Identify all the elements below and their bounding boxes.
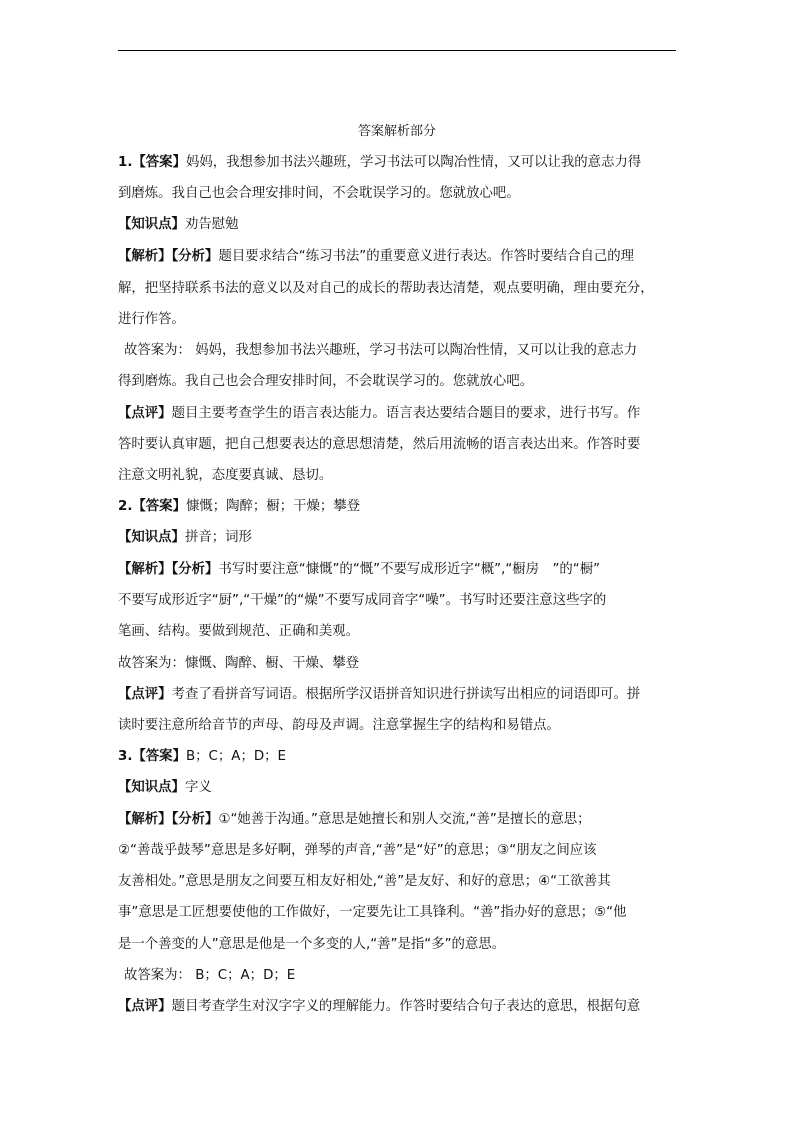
header-rule	[118, 50, 676, 51]
q3-analysis-line-1	[118, 811, 678, 829]
q1-analysis-line-3: 进行作答。	[118, 312, 185, 327]
q1-answer-line-2: 到磨炼。我自己也会合理安排时间，不会耽误学习的。您就放心吧。	[118, 186, 520, 201]
q3-analysis-line-4: 事”意思是工匠想要使他的工作做好，一定要先让工具锋利。“善”指办好的意思；⑤“他	[118, 905, 627, 920]
page-title: 答案解析部分	[357, 124, 436, 139]
q1-analysis-line-1	[118, 248, 678, 266]
q3-comment-tag: 【点评】	[118, 999, 172, 1014]
q3-kp-tag: 【知识点】	[118, 780, 185, 795]
q2-knowledge-point	[118, 529, 678, 547]
q2-answer-text: 慷慨；陶醉；橱；干燥；攀登	[185, 499, 361, 514]
q2-final-line: 故答案为：慷慨、陶醉、橱、干燥、攀登	[118, 656, 360, 671]
q2-kp-tag: 【知识点】	[118, 530, 185, 545]
q2-comment-line-2: 读时要注意所给音节的声母、韵母及声调。注意掌握生字的结构和易错点。	[118, 718, 560, 733]
q3-analysis-text: ①“她善于沟通。”意思是她擅长和别人交流,“善”是擅长的意思；	[218, 812, 591, 827]
q2-analysis-text: 书写时要注意“慷慨”的“慨”不要写成形近字“概”,“橱房 ”的“橱”	[218, 562, 601, 577]
q3-knowledge-point	[118, 779, 678, 797]
q3-analysis-line-3: 友善相处。”意思是朋友之间要互相友好相处,“善”是友好、和好的意思；④“工欲善其	[118, 874, 611, 889]
q1-comment-line-2: 答时要认真审题，把自己想要表达的意思想清楚，然后用流畅的语言表达出来。作答时要	[118, 437, 641, 452]
q2-analysis-tag: 【解析】【分析】	[118, 562, 219, 577]
q2-comment-text: 考查了看拼音写词语。根据所学汉语拼音知识进行拼读写出相应的词语即可。拼	[171, 687, 641, 702]
q1-knowledge-point	[118, 216, 678, 234]
q1-final-line-2: 得到磨炼。我自己也会合理安排时间，不会耽误学习的。您就放心吧。	[118, 374, 534, 389]
q1-kp-text: 劝告慰勉	[184, 217, 239, 232]
q1-comment-tag: 【点评】	[118, 406, 172, 421]
q3-analysis-line-5: 是一个善变的人”意思是他是一个多变的人,“善”是指“多”的意思。	[118, 937, 506, 952]
q3-answer-line	[118, 748, 678, 766]
q2-answer-tag: 2.【答案】	[118, 499, 186, 514]
q3-answer-text: B；C；A；D；E	[185, 749, 286, 764]
q1-kp-tag: 【知识点】	[118, 217, 185, 232]
q3-final-line: 故答案为： B；C；A；D；E	[124, 968, 296, 983]
q1-comment-line-3: 注意文明礼貌，态度要真诚、恳切。	[118, 468, 333, 483]
q1-analysis-line-2: 解，把坚持联系书法的意义以及对自己的成长的帮助表达清楚，观点要明确，理由要充分，	[118, 281, 654, 296]
q2-comment-tag: 【点评】	[118, 687, 172, 702]
q1-analysis-text: 题目要求结合“练习书法”的重要意义进行表达。作答时要结合自己的理	[218, 249, 635, 264]
q1-answer-tag: 1.【答案】	[118, 155, 186, 170]
q2-analysis-line-1	[118, 561, 678, 579]
q1-answer-line-1	[118, 154, 678, 172]
q3-comment-text: 题目考查学生对汉字字义的理解能力。作答时要结合句子表达的意思，根据句意	[171, 999, 641, 1014]
q3-analysis-line-2: ②“善哉乎鼓琴”意思是多好啊，弹琴的声音,“善”是“好”的意思；③“朋友之间应该	[118, 843, 597, 858]
q1-final-line-1: 故答案为： 妈妈，我想参加书法兴趣班，学习书法可以陶冶性情，又可以让我的意志力	[124, 343, 638, 358]
q1-comment-text: 题目主要考查学生的语言表达能力。语言表达要结合题目的要求，进行书写。作	[171, 406, 641, 421]
q3-analysis-tag: 【解析】【分析】	[118, 812, 219, 827]
q3-answer-tag: 3.【答案】	[118, 749, 186, 764]
q2-comment-line-1	[118, 686, 678, 704]
q1-analysis-tag: 【解析】【分析】	[118, 249, 219, 264]
q3-kp-text: 字义	[184, 780, 212, 795]
q2-analysis-line-2: 不要写成形近字“厨”,“干燥”的“燥”不要写成同音字“噪”。书写时还要注意这些字的	[118, 593, 607, 608]
q2-answer-line	[118, 498, 678, 516]
q1-comment-line-1	[118, 405, 678, 423]
q2-kp-text: 拼音；词形	[184, 530, 252, 545]
q3-comment-line-1	[118, 998, 678, 1016]
q1-answer-text: 妈妈，我想参加书法兴趣班，学习书法可以陶冶性情，又可以让我的意志力得	[185, 155, 642, 170]
q2-analysis-line-3: 笔画、结构。要做到规范、正确和美观。	[118, 624, 360, 639]
